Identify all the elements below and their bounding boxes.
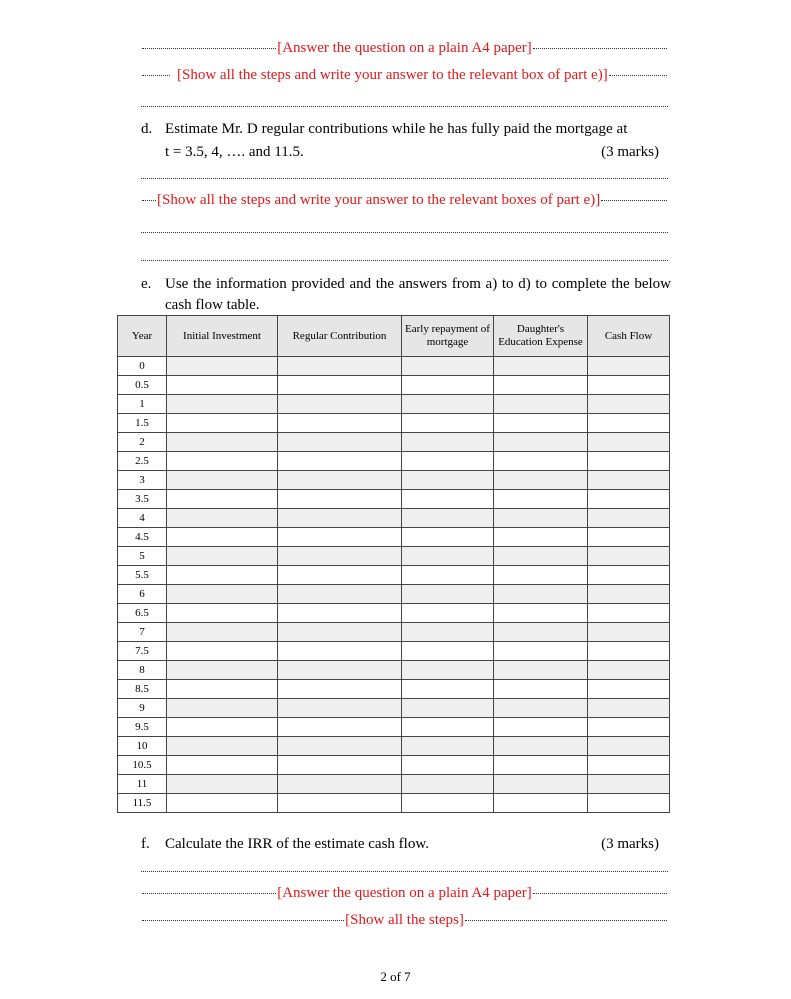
initial-investment-cell[interactable] — [167, 433, 278, 452]
early-repayment-cell[interactable] — [402, 680, 494, 699]
daughter-education-cell[interactable] — [494, 471, 588, 490]
cash-flow-cell[interactable] — [588, 395, 670, 414]
year-cell: 0.5 — [118, 376, 167, 395]
early-repayment-cell[interactable] — [402, 490, 494, 509]
table-row — [118, 661, 670, 680]
regular-contribution-cell[interactable] — [278, 528, 402, 547]
table-row — [118, 433, 670, 452]
daughter-education-cell[interactable] — [494, 775, 588, 794]
early-repayment-cell[interactable] — [402, 376, 494, 395]
regular-contribution-cell[interactable] — [278, 509, 402, 528]
question-f — [141, 834, 671, 856]
daughter-education-cell[interactable] — [494, 794, 588, 813]
daughter-education-cell[interactable] — [494, 490, 588, 509]
question-d-text-line1: Estimate Mr. D regular contributions while he has fully paid the mortgage at — [165, 121, 628, 137]
year-cell: 2 — [118, 433, 167, 452]
blank-answer-line — [141, 246, 668, 261]
initial-investment-cell[interactable] — [167, 775, 278, 794]
cash-flow-cell[interactable] — [588, 566, 670, 585]
early-repayment-cell[interactable] — [402, 718, 494, 737]
question-f-marks: (3 marks) — [601, 836, 659, 852]
early-repayment-cell[interactable] — [402, 395, 494, 414]
daughter-education-cell[interactable] — [494, 718, 588, 737]
question-d-text-line2: t = 3.5, 4, …. and 11.5. — [165, 144, 304, 160]
daughter-education-cell[interactable] — [494, 566, 588, 585]
table-row — [118, 585, 670, 604]
cash-flow-cell[interactable] — [588, 452, 670, 471]
cash-flow-cell[interactable] — [588, 699, 670, 718]
year-cell: 10.5 — [118, 756, 167, 775]
question-d-instruction: [Show all the steps and write your answer to the relevant boxes of part e)] — [157, 192, 601, 208]
regular-contribution-cell[interactable] — [278, 604, 402, 623]
regular-contribution-cell[interactable] — [278, 414, 402, 433]
year-cell: 11.5 — [118, 794, 167, 813]
table-row — [118, 794, 670, 813]
initial-investment-cell[interactable] — [167, 585, 278, 604]
initial-investment-cell[interactable] — [167, 414, 278, 433]
initial-investment-cell[interactable] — [167, 376, 278, 395]
daughter-education-cell[interactable] — [494, 737, 588, 756]
daughter-education-cell[interactable] — [494, 376, 588, 395]
question-f-instruction: [Answer the question on a plain A4 paper] — [277, 885, 532, 901]
dotted-leader — [142, 73, 170, 76]
dotted-line — [141, 246, 668, 261]
dotted-line — [141, 92, 668, 107]
initial-investment-cell[interactable] — [167, 452, 278, 471]
regular-contribution-cell[interactable] — [278, 680, 402, 699]
daughter-education-cell[interactable] — [494, 452, 588, 471]
year-cell: 7.5 — [118, 642, 167, 661]
initial-investment-cell[interactable] — [167, 718, 278, 737]
daughter-education-cell[interactable] — [494, 585, 588, 604]
question-e-text: Use the information provided and the answers from a) to d) to complete the below cash flow table. — [165, 276, 671, 313]
question-f-label: f. — [141, 836, 150, 852]
daughter-education-cell[interactable] — [494, 414, 588, 433]
question-d — [141, 119, 671, 163]
cash-flow-cell[interactable] — [588, 433, 670, 452]
year-cell: 3.5 — [118, 490, 167, 509]
early-repayment-cell[interactable] — [402, 528, 494, 547]
year-cell: 8 — [118, 661, 167, 680]
blank-answer-line — [141, 857, 668, 872]
table-row — [118, 737, 670, 756]
regular-contribution-cell[interactable] — [278, 661, 402, 680]
cash-flow-cell[interactable] — [588, 756, 670, 775]
question-f-steps-line — [141, 911, 668, 929]
early-repayment-cell[interactable] — [402, 604, 494, 623]
regular-contribution-cell[interactable] — [278, 623, 402, 642]
cash-flow-cell[interactable] — [588, 509, 670, 528]
cash-flow-cell[interactable] — [588, 680, 670, 699]
header-daughter-education: Daughter's Education Expense — [494, 316, 588, 357]
daughter-education-cell[interactable] — [494, 623, 588, 642]
table-row — [118, 414, 670, 433]
steps-instruction: [Show all the steps and write your answer to the relevant box of part e)] — [177, 67, 608, 83]
table-row — [118, 471, 670, 490]
table-row — [118, 566, 670, 585]
initial-investment-cell[interactable] — [167, 680, 278, 699]
daughter-education-cell[interactable] — [494, 756, 588, 775]
cash-flow-cell[interactable] — [588, 718, 670, 737]
table-row — [118, 395, 670, 414]
initial-investment-cell[interactable] — [167, 737, 278, 756]
daughter-education-cell[interactable] — [494, 642, 588, 661]
regular-contribution-cell[interactable] — [278, 490, 402, 509]
question-d-label: d. — [141, 121, 153, 137]
early-repayment-cell[interactable] — [402, 775, 494, 794]
initial-investment-cell[interactable] — [167, 395, 278, 414]
initial-investment-cell[interactable] — [167, 547, 278, 566]
cash-flow-cell[interactable] — [588, 775, 670, 794]
early-repayment-cell[interactable] — [402, 699, 494, 718]
table-row — [118, 642, 670, 661]
dotted-leader — [142, 46, 276, 49]
header-initial-investment: Initial Investment — [167, 316, 278, 357]
early-repayment-cell[interactable] — [402, 414, 494, 433]
year-cell: 4.5 — [118, 528, 167, 547]
cash-flow-table-body — [118, 357, 670, 813]
initial-investment-cell[interactable] — [167, 490, 278, 509]
daughter-education-cell[interactable] — [494, 547, 588, 566]
table-row — [118, 376, 670, 395]
cash-flow-table — [117, 315, 670, 813]
initial-investment-cell[interactable] — [167, 642, 278, 661]
early-repayment-cell[interactable] — [402, 623, 494, 642]
regular-contribution-cell[interactable] — [278, 547, 402, 566]
initial-investment-cell[interactable] — [167, 509, 278, 528]
regular-contribution-cell[interactable] — [278, 737, 402, 756]
early-repayment-cell[interactable] — [402, 471, 494, 490]
dotted-leader — [533, 46, 667, 49]
year-cell: 10 — [118, 737, 167, 756]
dotted-leader — [533, 891, 667, 894]
initial-investment-cell[interactable] — [167, 604, 278, 623]
regular-contribution-cell[interactable] — [278, 585, 402, 604]
table-row — [118, 775, 670, 794]
dotted-line — [141, 218, 668, 233]
dotted-leader — [465, 918, 667, 921]
year-cell: 11 — [118, 775, 167, 794]
initial-investment-cell[interactable] — [167, 623, 278, 642]
daughter-education-cell[interactable] — [494, 661, 588, 680]
table-row — [118, 528, 670, 547]
cash-flow-cell[interactable] — [588, 623, 670, 642]
dotted-leader — [142, 918, 344, 921]
regular-contribution-cell[interactable] — [278, 471, 402, 490]
table-row — [118, 509, 670, 528]
cash-flow-cell[interactable] — [588, 794, 670, 813]
question-f-text: Calculate the IRR of the estimate cash flow. — [165, 836, 429, 852]
regular-contribution-cell[interactable] — [278, 699, 402, 718]
early-repayment-cell[interactable] — [402, 642, 494, 661]
header-year: Year — [118, 316, 167, 357]
regular-contribution-cell[interactable] — [278, 775, 402, 794]
regular-contribution-cell[interactable] — [278, 794, 402, 813]
regular-contribution-cell[interactable] — [278, 642, 402, 661]
cash-flow-cell[interactable] — [588, 357, 670, 376]
cash-flow-cell[interactable] — [588, 528, 670, 547]
table-row — [118, 357, 670, 376]
year-cell: 1.5 — [118, 414, 167, 433]
year-cell: 9.5 — [118, 718, 167, 737]
regular-contribution-cell[interactable] — [278, 395, 402, 414]
cash-flow-cell[interactable] — [588, 414, 670, 433]
dotted-line — [141, 857, 668, 872]
early-repayment-cell[interactable] — [402, 509, 494, 528]
initial-investment-cell[interactable] — [167, 794, 278, 813]
cash-flow-cell[interactable] — [588, 376, 670, 395]
daughter-education-cell[interactable] — [494, 433, 588, 452]
cash-flow-cell[interactable] — [588, 471, 670, 490]
header-cash-flow: Cash Flow — [588, 316, 670, 357]
question-f-steps: [Show all the steps] — [345, 912, 464, 928]
regular-contribution-cell[interactable] — [278, 452, 402, 471]
initial-investment-cell[interactable] — [167, 661, 278, 680]
cash-flow-cell[interactable] — [588, 642, 670, 661]
daughter-education-cell[interactable] — [494, 699, 588, 718]
initial-investment-cell[interactable] — [167, 699, 278, 718]
regular-contribution-cell[interactable] — [278, 433, 402, 452]
dotted-leader — [609, 73, 667, 76]
early-repayment-cell[interactable] — [402, 357, 494, 376]
daughter-education-cell[interactable] — [494, 680, 588, 699]
blank-answer-line — [141, 164, 668, 179]
year-cell: 1 — [118, 395, 167, 414]
answer-instruction-line — [141, 39, 668, 57]
cash-flow-cell[interactable] — [588, 604, 670, 623]
dotted-leader — [142, 891, 276, 894]
early-repayment-cell[interactable] — [402, 566, 494, 585]
table-header-row — [118, 316, 670, 357]
question-e-label: e. — [141, 276, 152, 292]
year-cell: 6.5 — [118, 604, 167, 623]
daughter-education-cell[interactable] — [494, 509, 588, 528]
year-cell: 3 — [118, 471, 167, 490]
early-repayment-cell[interactable] — [402, 452, 494, 471]
cash-flow-cell[interactable] — [588, 661, 670, 680]
early-repayment-cell[interactable] — [402, 794, 494, 813]
initial-investment-cell[interactable] — [167, 756, 278, 775]
table-row — [118, 699, 670, 718]
cash-flow-cell[interactable] — [588, 585, 670, 604]
blank-answer-line — [141, 218, 668, 233]
early-repayment-cell[interactable] — [402, 737, 494, 756]
table-row — [118, 547, 670, 566]
dotted-leader — [142, 198, 156, 201]
daughter-education-cell[interactable] — [494, 604, 588, 623]
year-cell: 8.5 — [118, 680, 167, 699]
year-cell: 5.5 — [118, 566, 167, 585]
regular-contribution-cell[interactable] — [278, 566, 402, 585]
header-regular-contribution: Regular Contribution — [278, 316, 402, 357]
regular-contribution-cell[interactable] — [278, 718, 402, 737]
table-row — [118, 490, 670, 509]
cash-flow-cell[interactable] — [588, 547, 670, 566]
year-cell: 9 — [118, 699, 167, 718]
year-cell: 6 — [118, 585, 167, 604]
initial-investment-cell[interactable] — [167, 528, 278, 547]
year-cell: 7 — [118, 623, 167, 642]
initial-investment-cell[interactable] — [167, 357, 278, 376]
question-e — [141, 274, 671, 316]
initial-investment-cell[interactable] — [167, 566, 278, 585]
early-repayment-cell[interactable] — [402, 661, 494, 680]
table-row — [118, 604, 670, 623]
question-d-marks: (3 marks) — [601, 144, 659, 160]
regular-contribution-cell[interactable] — [278, 756, 402, 775]
table-row — [118, 756, 670, 775]
cash-flow-cell[interactable] — [588, 490, 670, 509]
year-cell: 5 — [118, 547, 167, 566]
early-repayment-cell[interactable] — [402, 585, 494, 604]
question-d-instruction-line — [141, 191, 668, 209]
initial-investment-cell[interactable] — [167, 471, 278, 490]
early-repayment-cell[interactable] — [402, 547, 494, 566]
early-repayment-cell[interactable] — [402, 756, 494, 775]
daughter-education-cell[interactable] — [494, 357, 588, 376]
table-row — [118, 718, 670, 737]
year-cell: 0 — [118, 357, 167, 376]
header-early-repayment: Early repayment of mortgage — [402, 316, 494, 357]
dotted-leader — [601, 198, 667, 201]
page-number: 2 of 7 — [380, 969, 411, 984]
table-row — [118, 680, 670, 699]
daughter-education-cell[interactable] — [494, 395, 588, 414]
early-repayment-cell[interactable] — [402, 433, 494, 452]
steps-instruction-line — [141, 66, 668, 84]
year-cell: 4 — [118, 509, 167, 528]
table-row — [118, 452, 670, 471]
daughter-education-cell[interactable] — [494, 528, 588, 547]
question-f-instruction-line — [141, 884, 668, 902]
answer-instruction: [Answer the question on a plain A4 paper] — [277, 40, 532, 56]
blank-answer-line — [141, 92, 668, 107]
dotted-line — [141, 164, 668, 179]
year-cell: 2.5 — [118, 452, 167, 471]
cash-flow-cell[interactable] — [588, 737, 670, 756]
table-row — [118, 623, 670, 642]
regular-contribution-cell[interactable] — [278, 376, 402, 395]
regular-contribution-cell[interactable] — [278, 357, 402, 376]
